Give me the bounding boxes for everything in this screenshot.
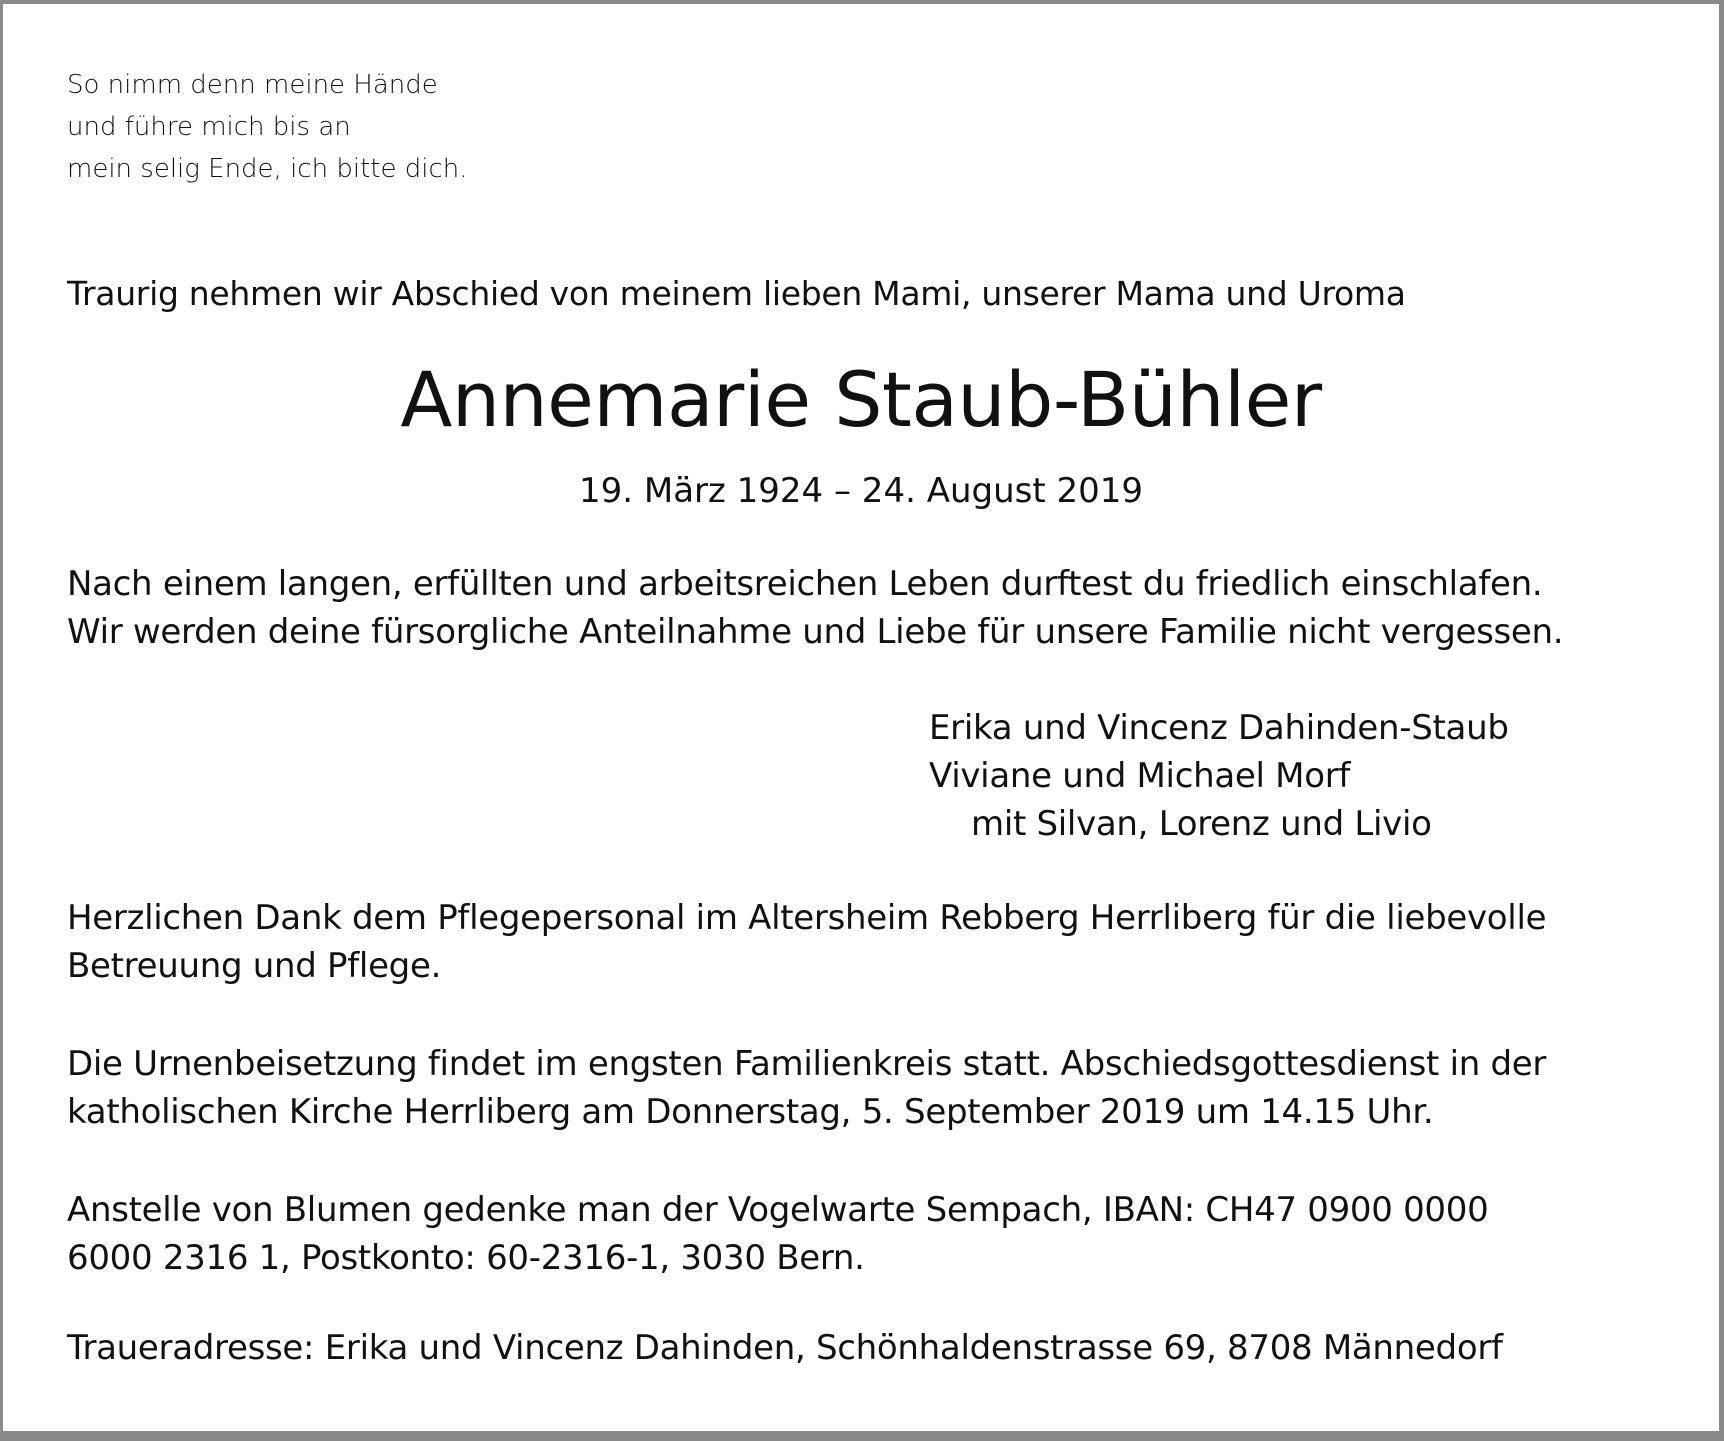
- motto-line: und führe mich bis an: [67, 112, 351, 142]
- service-line: katholischen Kirche Herrliberg am Donnerstag, 5. September 2019 um 14.15 Uhr.: [67, 1092, 1434, 1132]
- intro-text: Traurig nehmen wir Abschied von meinem lieben Mami, unserer Mama und Uroma: [67, 274, 1406, 313]
- service-paragraph: [67, 1040, 1661, 1136]
- thanks-line: Herzlichen Dank dem Pflegepersonal im Altersheim Rebberg Herrliberg für die liebevolle: [67, 898, 1547, 938]
- donation-line: 6000 2316 1, Postkonto: 60-2316-1, 3030 Bern.: [67, 1238, 865, 1278]
- motto-verse: [67, 64, 468, 190]
- mourner-line: mit Silvan, Lorenz und Livio: [971, 804, 1432, 844]
- motto-line: mein selig Ende, ich bitte dich.: [67, 154, 468, 184]
- obituary-notice: [3, 4, 1719, 1431]
- service-line: Die Urnenbeisetzung findet im engsten Familienkreis statt. Abschiedsgottesdienst in der: [67, 1044, 1547, 1084]
- donation-paragraph: [67, 1186, 1661, 1282]
- life-dates: 19. März 1924 – 24. August 2019: [578, 471, 1144, 511]
- donation-line: Anstelle von Blumen gedenke man der Vogelwarte Sempach, IBAN: CH47 0900 0000: [67, 1190, 1489, 1230]
- motto-line: So nimm denn meine Hände: [67, 70, 438, 100]
- thanks-line: Betreuung und Pflege.: [67, 946, 442, 986]
- deceased-name: Annemarie Staub-Bühler: [400, 355, 1322, 444]
- mourners-list: [929, 704, 1509, 848]
- mourner-line: Erika und Vincenz Dahinden-Staub: [929, 708, 1509, 748]
- mourner-line: Viviane und Michael Morf: [929, 756, 1351, 796]
- tribute-line: Nach einem langen, erfüllten und arbeitsreichen Leben durftest du friedlich einschlafen.: [67, 564, 1543, 604]
- tribute-line: Wir werden deine fürsorgliche Anteilnahme und Liebe für unsere Familie nicht vergessen.: [67, 612, 1564, 652]
- tribute-paragraph: [67, 560, 1661, 656]
- thanks-paragraph: [67, 894, 1661, 990]
- mourning-address: Traueradresse: Erika und Vincenz Dahinden, Schönhaldenstrasse 69, 8708 Männedorf: [67, 1328, 1503, 1368]
